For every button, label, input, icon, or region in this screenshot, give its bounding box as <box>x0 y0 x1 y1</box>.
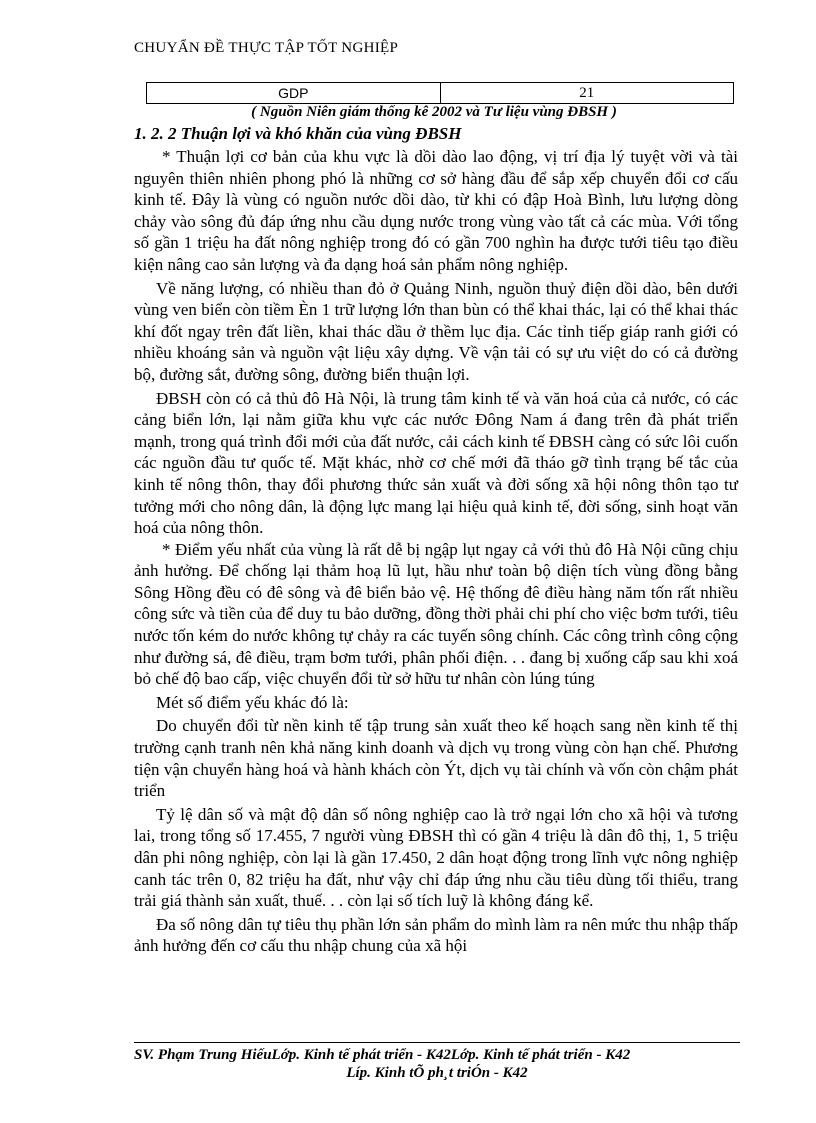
paragraph-other-weaknesses-intro: Mét số điểm yếu khác đó là: <box>156 692 349 712</box>
paragraph-weaknesses: * Điểm yếu nhất của vùng là rất dễ bị ngập lụt ngay cả với thủ đô Hà Nội cũng chịu ảnh hưởng. Để chống lại thảm hoạ lũ lụt, hầu như toàn bộ diện tích vùng đồng bằng Sông Hồng đều có đê sông và đê biển bảo vệ. Hệ thống đê điều hàng năm tốn rất nhiều công sức và tiền của để duy tu bảo dưỡng, đồng thời phải chi phí cho việc bơm tưới, tiêu nước tốn kém do nước không tự chảy ra các tuyến sông chính. Các công trình công cộng như đường sá, đê điều, trạm bơm tưới, phân phối điện. . . đang bị xuống cấp sau khi xoá bỏ chế độ bao cấp, việc chuyển đổi từ sở hữu tư nhân còn lúng túng <box>134 539 738 689</box>
paragraph-population: Tỷ lệ dân số và mật độ dân số nông nghiệp cao là trở ngại lớn cho xã hội và tương lai, trong tổng số 17.455, 7 người vùng ĐBSH thì có gần 4 triệu là dân đô thị, 1, 5 triệu dân phi nông nghiệp, còn lại là gần 17.450, 2 dân hoạt động trong lĩnh vực nông nghiệp canh tác trên 0, 82 triệu ha đất, như vậy chỉ đáp ứng nhu cầu tiêu dùng tối thiểu, trang trải giá thành sản xuất, thuế. . . còn lại số tích luỹ là không đáng kể. <box>134 804 738 911</box>
gdp-value-cell: 21 <box>579 85 595 101</box>
paragraph-income: Đa số nông dân tự tiêu thụ phần lớn sản phẩm do mình làm ra nên mức thu nhập thấp ảnh hưởng đến cơ cấu thu nhập chung của xã hội <box>134 914 738 956</box>
paragraph-energy: Về năng lượng, có nhiều than đỏ ở Quảng Ninh, nguồn thuỷ điện dồi dào, bên dưới vùng ven biển còn tiềm Èn 1 trữ lượng lớn than bùn có thể khai thác, lại có thể khai thác khí đốt ngay trên đất liền, khai thác dầu ở thềm lục địa. Các tỉnh tiếp giáp ranh giới có nhiều khoáng sản và nguồn vật liệu xây dựng. Về vận tải có sự ưu việt do có cả đường bộ, đường sắt, đường sông, đường biển thuận lợi. <box>134 278 738 384</box>
section-heading: 1. 2. 2 Thuận lợi và khó khăn của vùng ĐBSH <box>134 124 462 143</box>
footer-author-line: SV. Phạm Trung HiếuLớp. Kinh tế phát triển - K42Lớp. Kinh tế phát triển - K42 <box>134 1047 631 1063</box>
paragraph-hanoi: ĐBSH còn có cả thủ đô Hà Nội, là trung tâm kinh tế và văn hoá của cả nước, có các cảng biển lớn, lại nằm giữa khu vực các nước Đông Nam á đang trên đà phát triển mạnh, trong quá trình đổi mới của đất nước, cải cách kinh tế ĐBSH càng có sức lôi cuốn các nguồn đầu tư quốc tế. Mặt khác, nhờ cơ chế mới đã tháo gỡ tình trạng bế tắc của kinh tế nông thôn, thay đổi phương thức sản xuất và đời sống xã hội nông thôn tạo tư tưởng mới cho nông dân, là động lực mang lại hiệu quả kinh tế, đời sống, sinh hoạt văn hoá của nông thôn. <box>134 388 738 538</box>
gdp-table-row <box>146 82 734 104</box>
paragraph-market-transition: Do chuyển đổi từ nền kinh tế tập trung sản xuất theo kế hoạch sang nền kinh tế thị trường cạnh tranh nên khả năng kinh doanh và dịch vụ trong vùng còn hạn chế. Phương tiện vận chuyển hàng hoá và hành khách còn Ýt, dịch vụ tài chính và vốn còn chậm phát triển <box>134 716 738 801</box>
gdp-label-cell: GDP <box>147 83 441 103</box>
footer-divider <box>134 1042 740 1043</box>
footer-class-line: Líp. Kinh tÕ ph¸t triÓn - K42 <box>346 1065 528 1081</box>
body-text <box>134 146 738 957</box>
table-source-note: ( Nguồn Niên giám thống kê 2002 và Tư liệu vùng ĐBSH ) <box>251 104 617 120</box>
paragraph-advantages: * Thuận lợi cơ bản của khu vực là dồi dào lao động, vị trí địa lý tuyệt vời và tài nguyên thiên nhiên phong phó là những cơ sở hàng đầu để sắp xếp chuyển đổi cơ cấu kinh tế. Đây là vùng có nguồn nước dồi dào, từ khi có đập Hoà Bình, lưu lượng dòng chảy vào sông đủ đáp ứng nhu cầu dụng nước trong vùng vào tất cả các mùa. Với tổng số gần 1 triệu ha đất nông nghiệp trong đó có gần 700 nghìn ha được tưới tiêu tạo điều kiện nâng cao sản lượng và đa dạng hoá sản phẩm nông nghiệp. <box>134 147 738 274</box>
page-header: CHUYẨN ĐỀ THỰC TẬP TỐT NGHIỆP <box>134 40 399 56</box>
